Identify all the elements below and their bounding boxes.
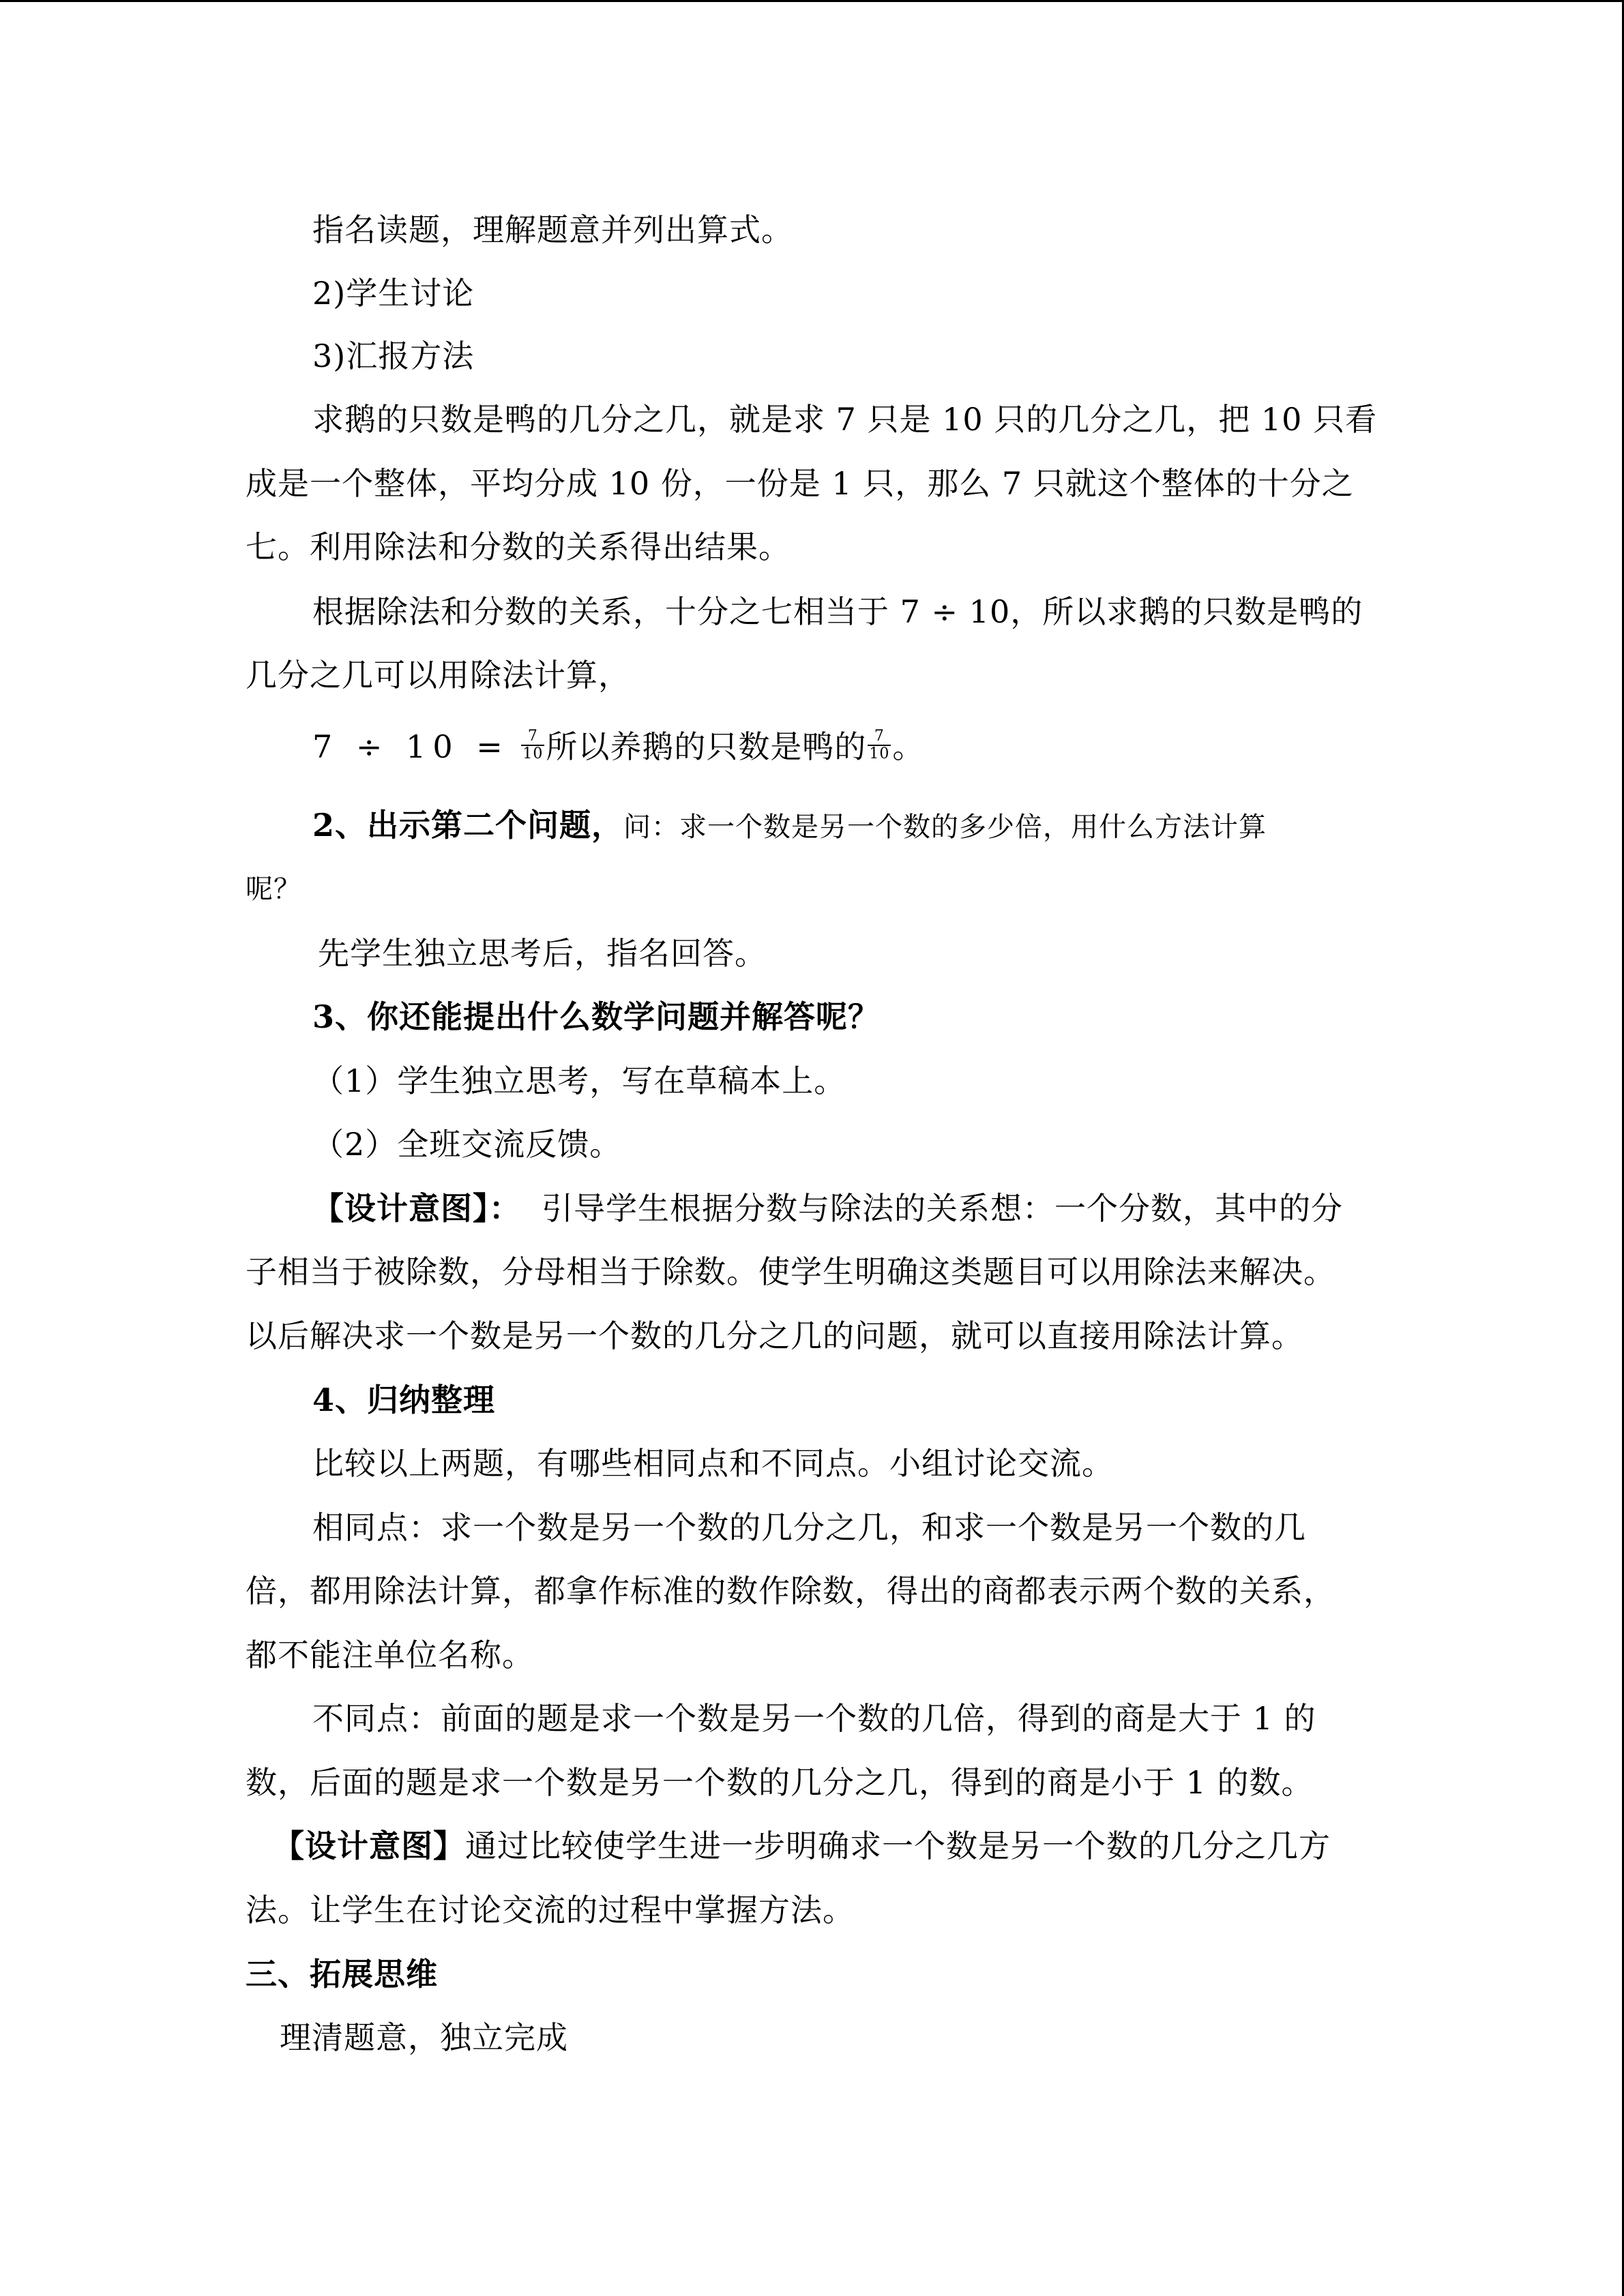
equation-lhs: 7 ÷ 10 = xyxy=(312,728,510,765)
fraction xyxy=(868,728,891,762)
paragraph-line: 不同点：前面的题是求一个数是另一个数的几倍，得到的商是大于 1 的 xyxy=(312,1700,1316,1737)
fraction xyxy=(521,728,544,762)
equation-line xyxy=(312,726,924,767)
paragraph-line: 相同点：求一个数是另一个数的几分之几，和求一个数是另一个数的几 xyxy=(312,1509,1306,1546)
paragraph-line: 都不能注单位名称。 xyxy=(246,1637,534,1673)
question-3-heading: 3、你还能提出什么数学问题并解答呢？ xyxy=(312,998,881,1035)
question-2-continuation: 呢？ xyxy=(246,874,301,905)
design-intent-1-line xyxy=(312,1188,1343,1229)
design-intent-label: 【设计意图】： xyxy=(312,1190,521,1227)
page-border-top xyxy=(0,0,1624,2)
question-2-text: 问：求一个数是另一个数的多少倍，用什么方法计算 xyxy=(623,811,1267,843)
equation-text: 所以养鹅的只数是鸭的 xyxy=(546,728,867,765)
paragraph-line: 比较以上两题，有哪些相同点和不同点。小组讨论交流。 xyxy=(312,1445,1114,1482)
paragraph-line: 2)学生讨论 xyxy=(312,275,475,312)
question-4-heading: 4、归纳整理 xyxy=(312,1382,496,1418)
question-3-step-2: （2）全班交流反馈。 xyxy=(312,1126,622,1163)
section-3-text: 理清题意，独立完成 xyxy=(280,2019,568,2056)
design-intent-2-line xyxy=(273,1825,1331,1866)
question-2-line xyxy=(312,805,1267,848)
section-3-heading: 三、拓展思维 xyxy=(246,1956,438,1993)
paragraph-line: 几分之几可以用除法计算， xyxy=(246,657,630,694)
fraction-denominator: 10 xyxy=(522,745,544,762)
paragraph-line: 求鹅的只数是鸭的几分之几，就是求 7 只是 10 只的几分之几，把 10 只看 xyxy=(312,401,1378,438)
design-intent-line: 法。让学生在讨论交流的过程中掌握方法。 xyxy=(246,1892,855,1928)
paragraph-line: 根据除法和分数的关系，十分之七相当于 7 ÷ 10，所以求鹅的只数是鸭的 xyxy=(312,593,1363,630)
paragraph-line: 指名读题，理解题意并列出算式。 xyxy=(312,211,793,248)
paragraph-line: 数，后面的题是求一个数是另一个数的几分之几，得到的商是小于 1 的数。 xyxy=(246,1764,1314,1801)
equation-end: 。 xyxy=(892,728,925,765)
design-intent-line: 以后解决求一个数是另一个数的几分之几的问题，就可以直接用除法计算。 xyxy=(246,1317,1303,1354)
design-intent-text: 引导学生根据分数与除法的关系想：一个分数，其中的分 xyxy=(542,1190,1343,1227)
question-2-answer: 先学生独立思考后，指名回答。 xyxy=(318,935,767,972)
design-intent-text: 通过比较使学生进一步明确求一个数是另一个数的几分之几方 xyxy=(465,1828,1331,1864)
paragraph-line: 3)汇报方法 xyxy=(312,338,475,374)
paragraph-line: 倍，都用除法计算，都拿作标准的数作除数，得出的商都表示两个数的关系， xyxy=(246,1572,1335,1609)
paragraph-line: 七。利用除法和分数的关系得出结果。 xyxy=(246,528,791,565)
fraction-denominator: 10 xyxy=(869,745,890,762)
fraction-numerator: 7 xyxy=(868,728,891,746)
design-intent-line: 子相当于被除数，分母相当于除数。使学生明确这类题目可以用除法来解决。 xyxy=(246,1253,1335,1290)
paragraph-line: 成是一个整体，平均分成 10 份，一份是 1 只，那么 7 只就这个整体的十分之 xyxy=(246,465,1354,502)
fraction-numerator: 7 xyxy=(521,728,544,746)
question-3-step-1: （1）学生独立思考，写在草稿本上。 xyxy=(312,1062,846,1099)
design-intent-label: 【设计意图】 xyxy=(273,1828,465,1864)
question-2-heading: 2、出示第二个问题， xyxy=(312,807,624,844)
